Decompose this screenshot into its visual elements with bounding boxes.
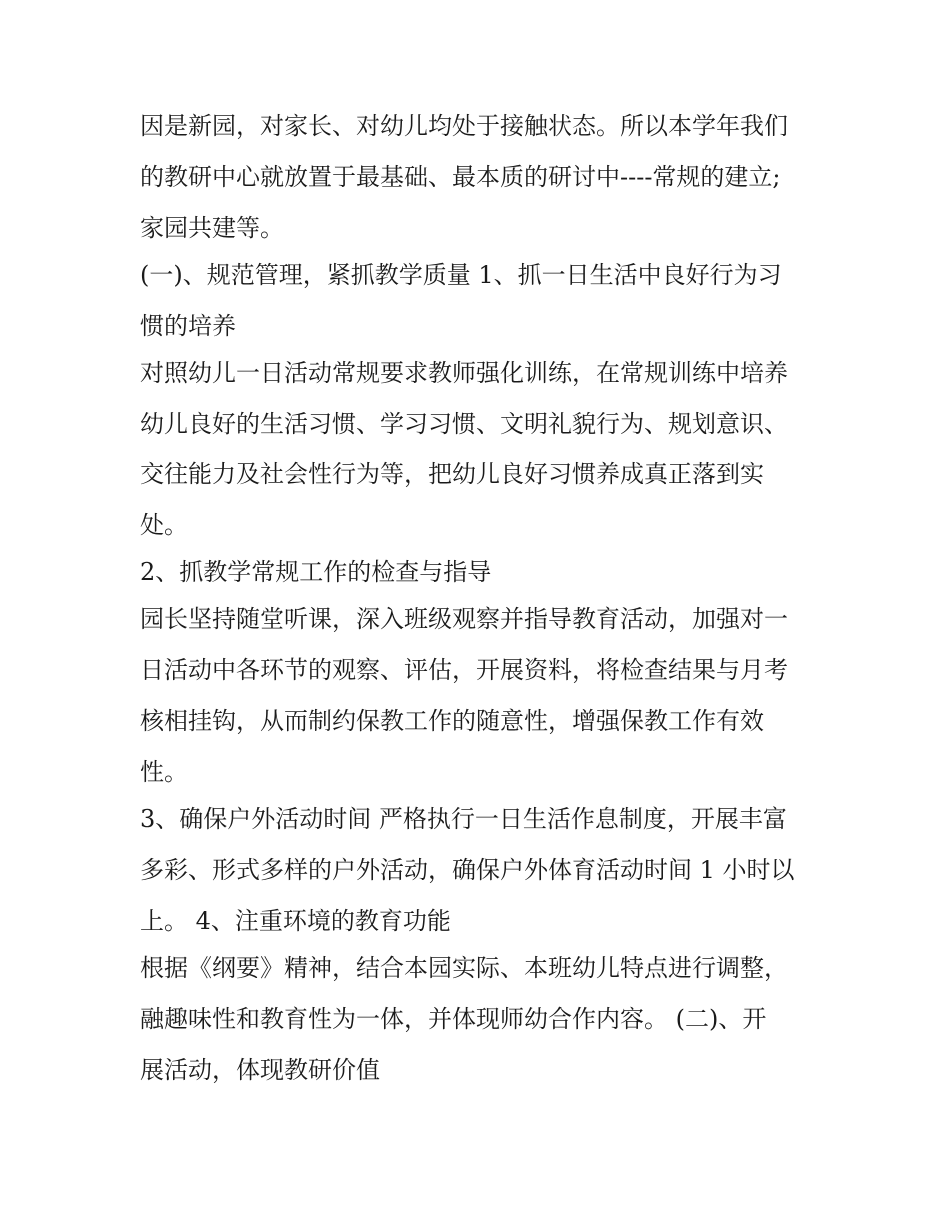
- subsection-heading: 2、抓教学常规工作的检查与指导: [140, 558, 492, 587]
- text-line: 核相挂钩，从而制约保教工作的随意性，增强保教工作有效: [140, 707, 764, 736]
- text-line: 性。: [140, 758, 188, 787]
- text-line: 3、确保户外活动时间 严格执行一日生活作息制度，开展丰富: [140, 805, 787, 834]
- section-heading: (一)、规范管理，紧抓教学质量 1、抓一日生活中良好行为习: [140, 260, 782, 289]
- text-line: 家园共建等。: [140, 213, 284, 242]
- text-line: 上。 4、注重环境的教育功能: [140, 906, 451, 935]
- text-line: 多彩、形式多样的户外活动，确保户外体育活动时间 1 小时以: [140, 855, 795, 884]
- text-line: 展活动，体现教研价值: [140, 1055, 380, 1084]
- text-line: 处。: [140, 511, 188, 540]
- text-line: 园长坚持随堂听课，深入班级观察并指导教育活动，加强对一: [140, 605, 788, 634]
- text-line: 幼儿良好的生活习惯、学习习惯、文明礼貌行为、规划意识、: [140, 409, 788, 438]
- section-heading-cont: 惯的培养: [140, 311, 236, 340]
- text-line: 根据《纲要》精神，结合本园实际、本班幼儿特点进行调整，: [140, 953, 788, 982]
- text-line: 对照幼儿一日活动常规要求教师强化训练，在常规训练中培养: [140, 358, 788, 387]
- body-text: [140, 105, 820, 1099]
- text-line: 因是新园，对家长、对幼儿均处于接触状态。所以本学年我们: [140, 112, 788, 140]
- text-line: 日活动中各环节的观察、评估，开展资料，将检查结果与月考: [140, 656, 788, 685]
- text-line: 融趣味性和教育性为一体，并体现师幼合作内容。 (二)、开: [140, 1004, 767, 1033]
- text-line: 交往能力及社会性行为等，把幼儿良好习惯养成真正落到实: [140, 460, 764, 489]
- text-line: 的教研中心就放置于最基础、最本质的研讨中----常规的建立;: [140, 162, 781, 191]
